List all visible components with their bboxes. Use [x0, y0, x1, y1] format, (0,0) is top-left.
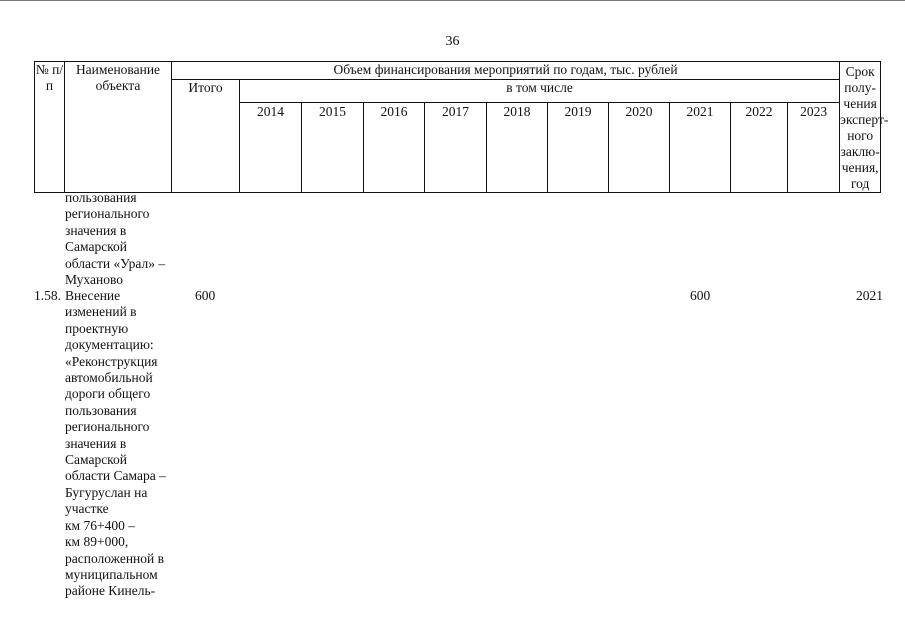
header-year: 2018	[487, 103, 548, 193]
text-line: Самарской	[65, 452, 128, 468]
header-term-line: чения,	[841, 160, 879, 175]
text-line: районе Кинель-	[65, 583, 156, 599]
text-line: участке	[65, 501, 109, 517]
text-line: Бугуруслан на	[65, 484, 148, 500]
continuation-text	[65, 190, 165, 288]
text-line: пользования	[65, 190, 137, 205]
header-funding: Объем финансирования мероприятий по годам, тыс. рублей	[172, 62, 840, 80]
text-line: области Самара –	[65, 468, 166, 484]
header-term-line: полу-	[844, 80, 877, 95]
text-line: регионального	[65, 206, 150, 222]
text-line: изменений в	[65, 304, 137, 320]
header-term-line: год	[850, 176, 870, 191]
text-line: проектную	[65, 320, 129, 336]
text-line: Муханово	[65, 272, 123, 288]
row-term: 2021	[856, 288, 883, 303]
header-including: в том числе	[240, 80, 840, 103]
header-year: 2017	[425, 103, 487, 193]
header-term-line: чения	[843, 96, 877, 111]
row-name	[65, 288, 166, 600]
header-total: Итого	[172, 80, 240, 193]
page-top-edge	[0, 0, 905, 1]
header-year: 2022	[731, 103, 788, 193]
header-year: 2023	[788, 103, 840, 193]
text-line: муниципальном	[65, 566, 158, 582]
header-year: 2014	[240, 103, 302, 193]
text-line: значения в	[65, 222, 127, 238]
text-line: документацию:	[65, 337, 154, 353]
header-year: 2015	[302, 103, 364, 193]
text-line: Внесение	[65, 288, 121, 303]
table-header	[34, 61, 889, 193]
header-num: № п/п	[35, 62, 65, 193]
text-line: пользования	[65, 402, 137, 418]
text-line: дороги общего	[65, 386, 151, 402]
header-term	[840, 62, 889, 193]
header-year: 2021	[670, 103, 731, 193]
text-line: регионального	[65, 419, 150, 435]
header-term-line: ного	[847, 128, 874, 143]
row-total: 600	[195, 288, 216, 303]
row-number: 1.58.	[34, 288, 61, 303]
page-number: 36	[445, 34, 460, 49]
text-line: автомобильной	[65, 370, 153, 386]
header-term-line: эксперт-	[840, 112, 889, 127]
row-value-2021: 600	[690, 288, 711, 303]
text-line: км 76+400 –	[65, 517, 135, 533]
header-year: 2016	[364, 103, 425, 193]
text-line: расположенной в	[65, 550, 164, 566]
header-year: 2019	[548, 103, 609, 193]
header-term-line: заклю-	[840, 144, 880, 159]
text-line: Самарской	[65, 239, 128, 255]
text-line: «Реконструкция	[65, 353, 158, 369]
header-term-line: Срок	[845, 64, 875, 79]
header-year: 2020	[609, 103, 670, 193]
text-line: значения в	[65, 435, 127, 451]
header-name: Наименование объекта	[65, 62, 172, 193]
text-line: области «Урал» –	[65, 255, 166, 271]
text-line: км 89+000,	[65, 534, 129, 550]
